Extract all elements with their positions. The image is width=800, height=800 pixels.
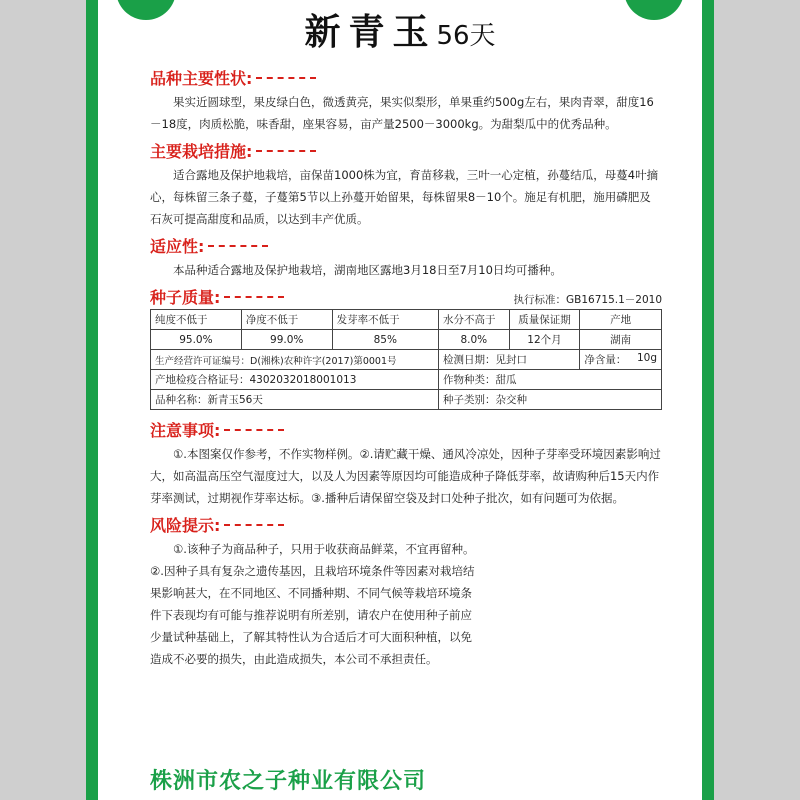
heading-underline (208, 245, 268, 247)
table-row (151, 350, 662, 370)
execution-standard: 执行标准：GB16715.1－2010 (513, 294, 662, 306)
packet-content (150, 62, 662, 672)
cultivation-heading (150, 139, 662, 162)
right-backdrop (714, 0, 800, 800)
risk-text: ①.该种子为商品种子，只用于收获商品鲜菜，不宜再留种。②.因种子具有复杂之遗传基因，且栽培环境条件等因素对栽培结果影响甚大，在不同地区、不同播种期、不同气候等栽培环境条件下表现均有可能与推荐说明有所差别，请农户在使用种子前应少量试种基础上，了解其特性认为合适后才可大面积种植，以免造成不必要的损失，由此造成损失，本公司不承担责任。 (150, 542, 475, 666)
product-title (98, 4, 702, 55)
traits-heading-text: 品种主要性状: (150, 69, 253, 88)
heading-underline (224, 296, 284, 298)
table-row (151, 390, 662, 410)
table-header-cell: 净度不低于 (241, 310, 332, 330)
notice-heading (150, 418, 662, 441)
test-date-cell: 检测日期：见封口 (438, 350, 579, 370)
variety-cell: 品种名称：新青玉56天 (151, 390, 439, 410)
packet-inner-panel (98, 0, 702, 800)
cultivation-text: 适合露地及保护地栽培，亩保苗1000株为宜，育苗移栽，三叶一心定植，孙蔓结瓜，母蔓4叶摘心，每株留三条子蔓，子蔓第5节以上孙蔓开始留果，每株留果8－10个。施足有机肥，施用磷肥及石灰可提高甜度和品质，以达到丰产优质。 (150, 168, 659, 226)
table-cell: 85% (332, 330, 438, 350)
table-header-cell: 发芽率不低于 (332, 310, 438, 330)
traits-heading (150, 66, 662, 89)
table-header-cell: 质量保证期 (509, 310, 580, 330)
table-cell: 8.0% (438, 330, 509, 350)
table-row (151, 310, 662, 330)
notice-text: ①.本图案仅作参考，不作实物样例。②.请贮藏干燥、通风冷凉处，因种子芽率受环境因素影响过大，如高温高压空气湿度过大，以及人为因素等原因均可能造成种子降低芽率，故请购种后15天内作芽率测试，过期视作芽率达标。③.播种后请保留空袋及封口处种子批次，如有问题可为依据。 (150, 447, 661, 505)
heading-underline (256, 77, 316, 79)
heading-underline (224, 429, 284, 431)
heading-underline (256, 150, 316, 152)
seed-packet-back (86, 0, 714, 800)
quarantine-cell: 产地检疫合格证号：4302032018001013 (151, 370, 439, 390)
seed-quality-table (150, 309, 662, 410)
crop-type-cell: 作物种类：甜瓜 (438, 370, 661, 390)
product-days: 56天 (436, 21, 496, 51)
product-name: 新青玉 (304, 11, 437, 53)
cultivation-heading-text: 主要栽培措施: (150, 142, 253, 161)
risk-heading-text: 风险提示: (150, 516, 221, 535)
traits-text: 果实近圆球型，果皮绿白色，微透黄亮，果实似梨形，单果重约500g左右，果肉青翠，甜度16－18度，肉质松脆，味香甜，座果容易，亩产量2500－3000kg。为甜梨瓜中的优秀品种。 (150, 95, 654, 131)
adapt-text: 本品种适合露地及保护地栽培，湖南地区露地3月18日至7月10日均可播种。 (173, 263, 562, 277)
quality-heading-text: 种子质量: (150, 288, 221, 307)
table-header-cell: 产地 (580, 310, 662, 330)
seed-type-cell: 种子类别：杂交种 (438, 390, 661, 410)
notice-heading-text: 注意事项: (150, 421, 221, 440)
table-cell: 湖南 (580, 330, 662, 350)
left-backdrop (0, 0, 86, 800)
net-weight-label: 净含量： (584, 354, 627, 366)
adapt-heading-text: 适应性: (150, 237, 205, 256)
adapt-heading (150, 234, 662, 257)
table-cell: 95.0% (151, 330, 242, 350)
risk-heading (150, 513, 662, 536)
table-header-cell: 纯度不低于 (151, 310, 242, 330)
net-weight-cell (580, 350, 662, 370)
table-header-cell: 水分不高于 (438, 310, 509, 330)
net-weight-value: 10g (636, 352, 657, 364)
table-cell: 12个月 (509, 330, 580, 350)
table-row (151, 370, 662, 390)
heading-underline (224, 524, 284, 526)
company-name: 株洲市农之子种业有限公司 (150, 769, 427, 794)
license-cell: 生产经营许可证编号：D(湘株)农种许字(2017)第0001号 (151, 350, 439, 370)
table-cell: 99.0% (241, 330, 332, 350)
table-row (151, 330, 662, 350)
